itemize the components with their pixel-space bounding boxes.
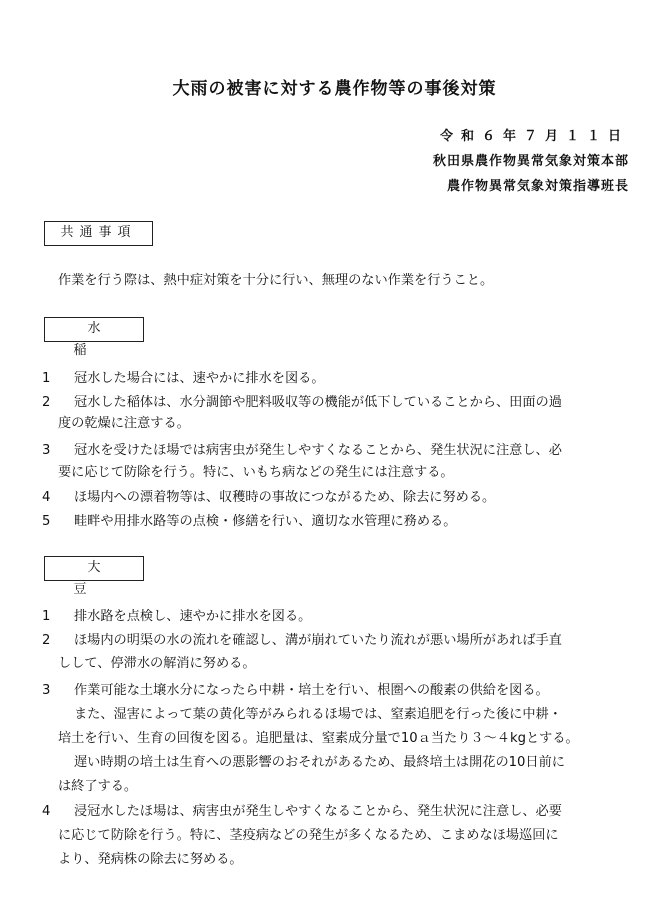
list-item-text: ほ場内への漂着物等は、収穫時の事故につながるため、除去に努める。: [74, 490, 496, 505]
item-number: 3: [42, 443, 51, 458]
list-item-text: 浸冠水したほ場は、病害虫が発生しやすくなることから、発生状況に注意し、必要: [74, 804, 562, 819]
common-text: 作業を行う際は、熱中症対策を十分に行い、無理のない作業を行うこと。: [58, 273, 494, 288]
section-heading-rice: 水稲: [44, 317, 144, 342]
item-number: 2: [42, 633, 51, 648]
list-item-text: より、発病株の除去に努める。: [58, 852, 243, 867]
list-item-text: に応じて防除を行う。特に、茎疫病などの発生が多くなるため、こまめなほ場巡回に: [58, 828, 559, 843]
list-item-text: は終了する。: [58, 779, 138, 794]
list-item-text: 遅い時期の培土は生育への悪影響のおそれがあるため、最終培土は開花の10日前に: [74, 755, 565, 770]
list-item-text: しして、停滞水の解消に努める。: [58, 656, 256, 671]
item-number: 4: [42, 490, 51, 505]
item-number: 2: [42, 395, 51, 410]
list-item-text: 冠水した稲体は、水分調節や肥料吸収等の機能が低下していることから、田面の過: [74, 395, 562, 410]
list-item-text: また、湿害によって葉の黄化等がみられるほ場では、窒素追肥を行った後に中耕・: [74, 707, 562, 722]
item-number: 4: [42, 804, 51, 819]
issuer-headquarters: 秋田県農作物異常気象対策本部: [432, 154, 629, 169]
issuer-guidance-chief: 農作物異常気象対策指導班長: [446, 179, 629, 194]
list-item-text: 冠水を受けたほ場では病害虫が発生しやすくなることから、発生状況に注意し、必: [74, 443, 562, 458]
list-item-text: 要に応じて防除を行う。特に、いもち病などの発生には注意する。: [58, 465, 454, 480]
list-item-text: 培土を行い、生育の回復を図る。追肥量は、窒素成分量で10ａ当たり３～４kgとする。: [58, 731, 579, 746]
list-item-text: 排水路を点検し、速やかに排水を図る。: [74, 609, 312, 624]
item-number: 1: [42, 609, 51, 624]
item-number: 3: [42, 683, 51, 698]
section-heading-soybean: 大豆: [44, 556, 144, 581]
list-item-text: 作業可能な土壌水分になったら中耕・培土を行い、根圏への酸素の供給を図る。: [74, 683, 549, 698]
list-item-text: 度の乾燥に注意する。: [58, 416, 190, 431]
list-item-text: ほ場内の明渠の水の流れを確認し、溝が崩れていたり流れが悪い場所があれば手直: [74, 633, 562, 648]
list-item-text: 冠水した場合には、速やかに排水を図る。: [74, 371, 325, 386]
list-item-text: 畦畔や用排水路等の点検・修繕を行い、適切な水管理に務める。: [74, 514, 457, 529]
item-number: 1: [42, 371, 51, 386]
item-number: 5: [42, 514, 51, 529]
section-heading-common: 共通事項: [44, 221, 153, 246]
page-title: 大雨の被害に対する農作物等の事後対策: [172, 79, 497, 99]
issue-date: 令和６年７月１１日: [439, 129, 629, 144]
